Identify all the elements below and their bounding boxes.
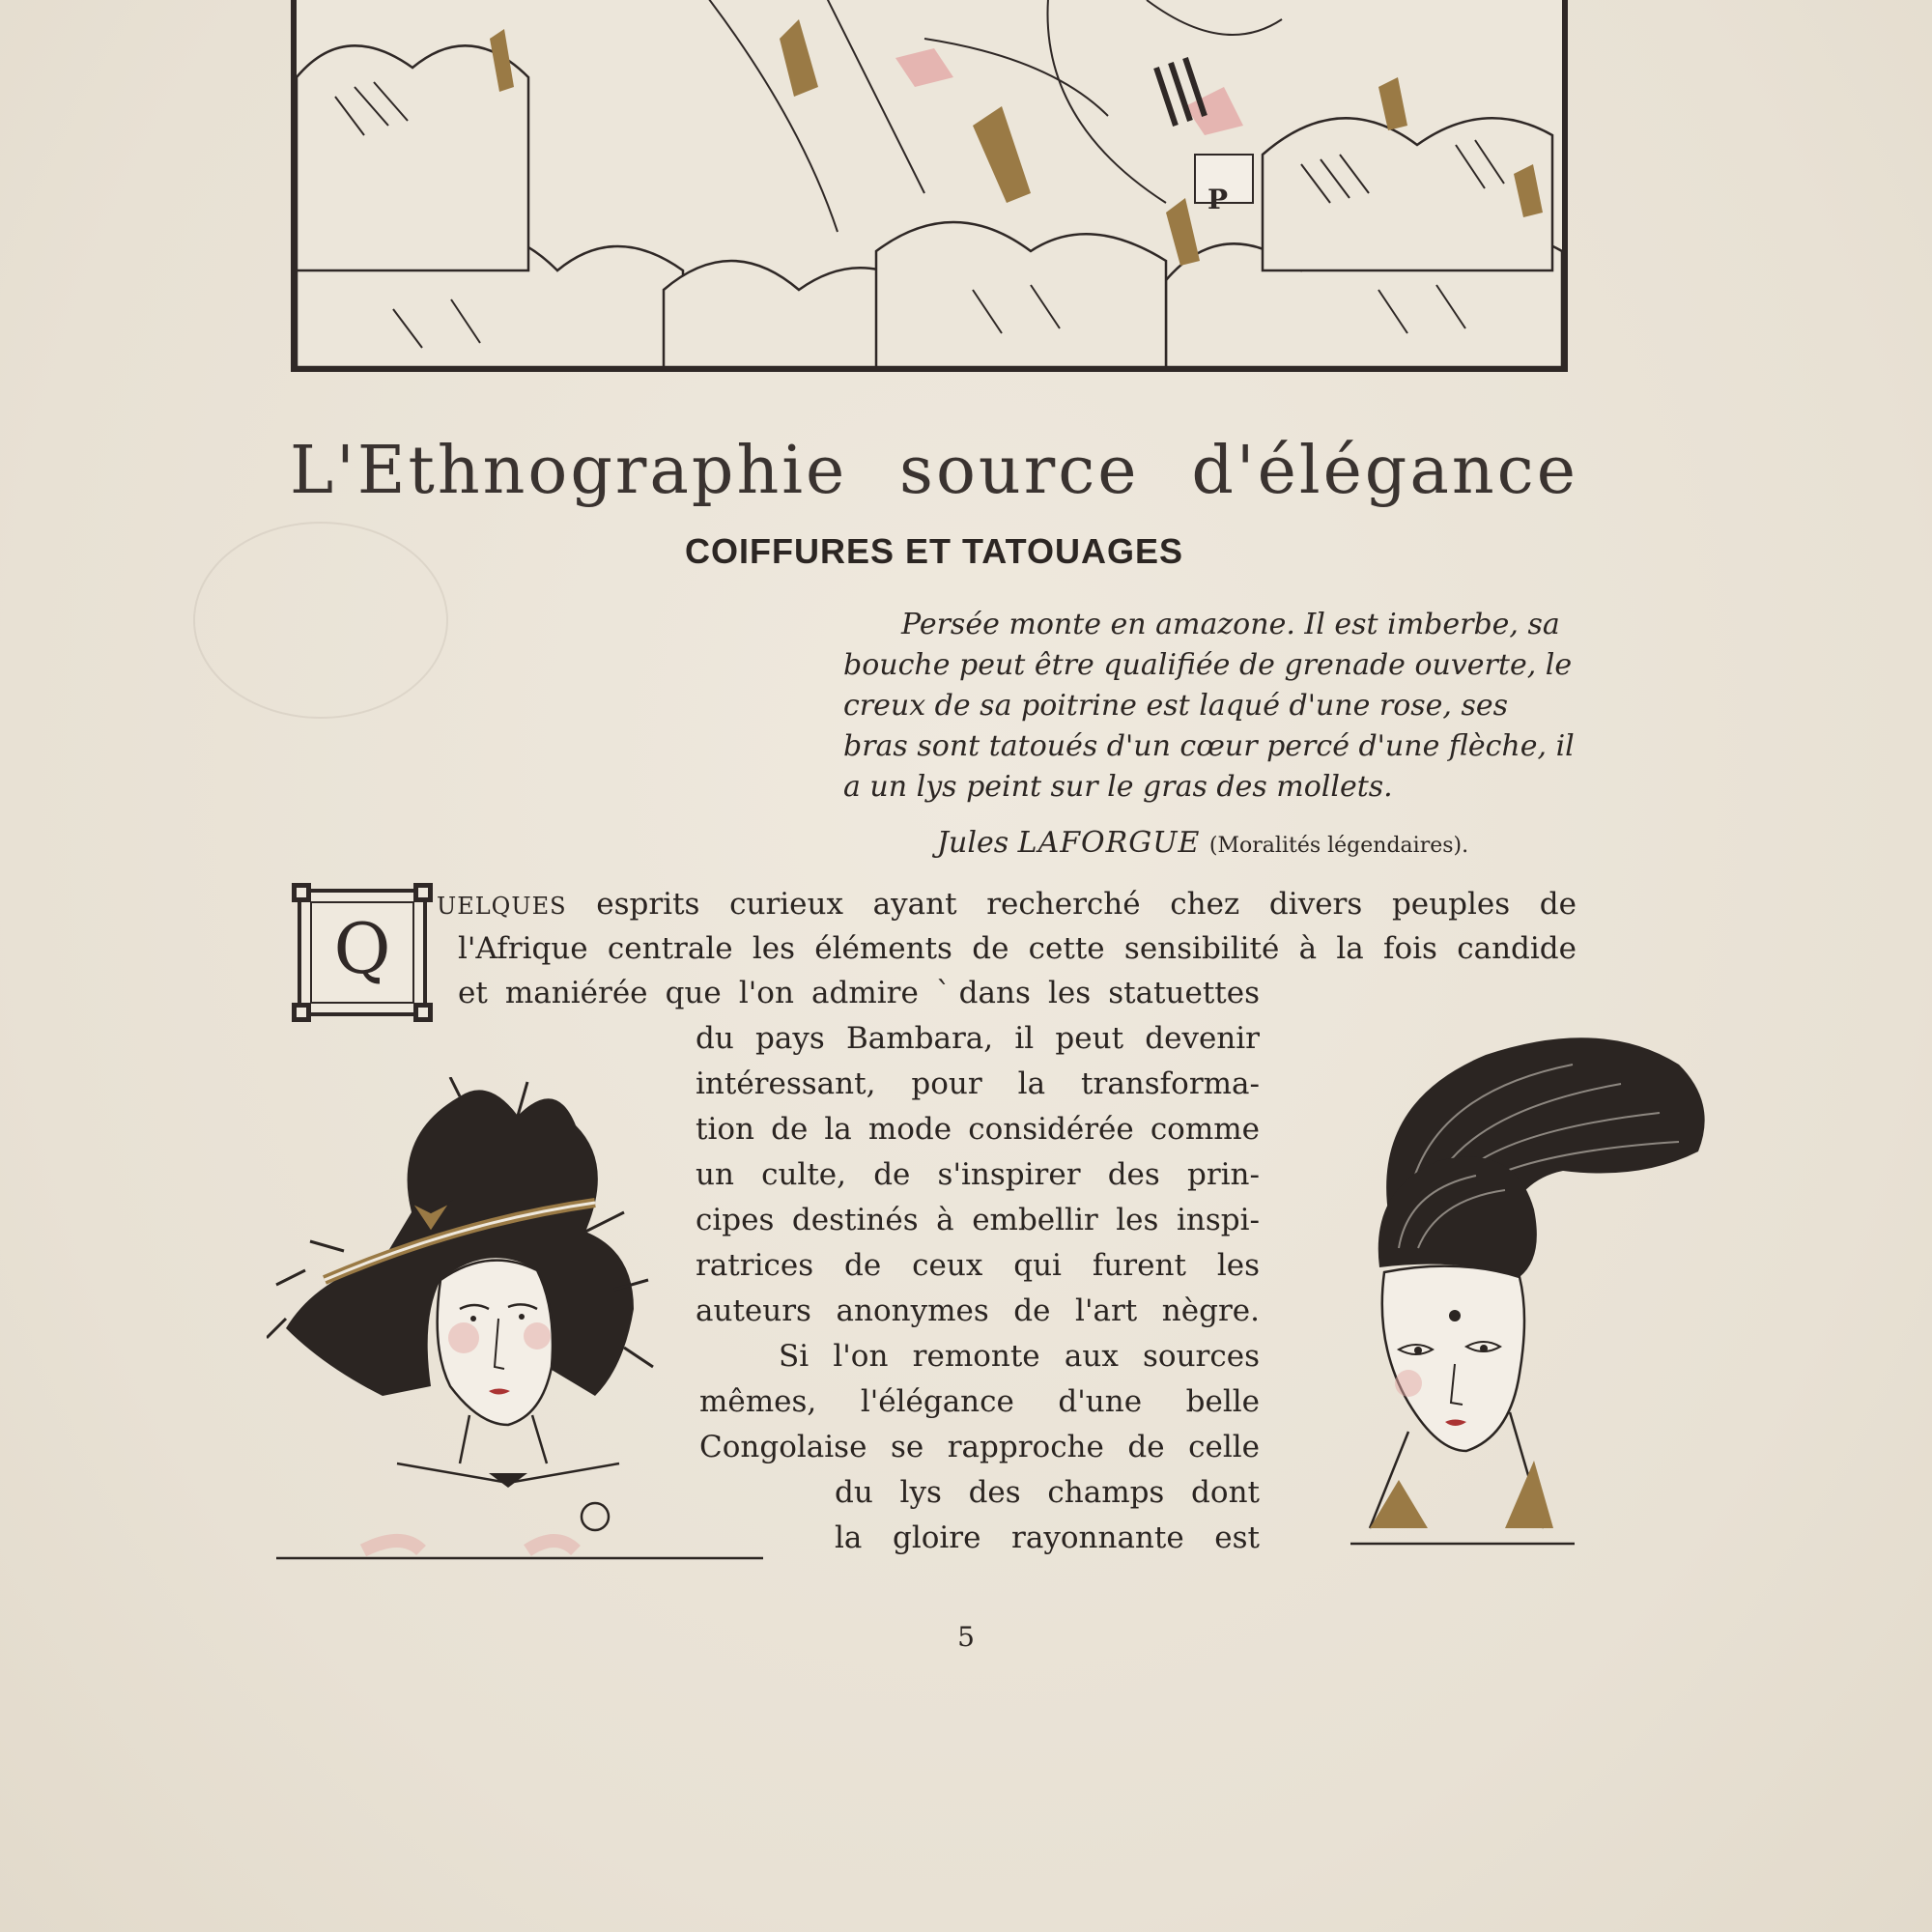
body-line-11: Si l'on remonte aux sources (779, 1339, 1260, 1374)
body-line-12: mêmes, l'élégance d'une belle (699, 1384, 1260, 1419)
drop-cap-letter: Q (333, 908, 391, 989)
body-line-14: du lys des champs dont (835, 1475, 1260, 1510)
author-first-name: Jules (937, 826, 1009, 860)
body-line-4: du pays Bambara, il peut devenir (696, 1021, 1260, 1056)
illustration-letter: P (1208, 184, 1229, 215)
epigraph-line: bouche peut être qualifiée de grenade ouverte, le (843, 648, 1573, 682)
header-illustration (291, 0, 1568, 372)
body-line-1 (437, 885, 1577, 923)
source-title: (Moralités légendaires). (1208, 834, 1469, 858)
page-subtitle: COIFFURES ET TATOUAGES (684, 531, 1183, 571)
drop-cap (292, 883, 433, 1022)
epigraph-line: Persée monte en amazone. Il est imberbe, sa (901, 608, 1560, 641)
body-line-10: auteurs anonymes de l'art nègre. (696, 1293, 1260, 1328)
epigraph-line: creux de sa poitrine est laqué d'une rose, ses (843, 689, 1509, 723)
body-line-3: et maniérée que l'on admire ˋdans les statuettes (458, 976, 1260, 1010)
body-line-9: ratrices de ceux qui furent les (696, 1248, 1260, 1283)
body-text: esprits curieux ayant recherché chez divers peuples de (596, 887, 1577, 922)
body-line-8: cipes destinés à embellir les inspi- (696, 1203, 1260, 1237)
body-line-13: Congolaise se rapproche de celle (699, 1430, 1260, 1464)
page-number: 5 (957, 1621, 975, 1653)
body-line-7: un culte, de s'inspirer des prin- (696, 1157, 1260, 1192)
body-line-6: tion de la mode considérée comme (696, 1112, 1260, 1147)
author-last-name: LAFORGUE (1017, 826, 1201, 860)
body-line-2: l'Afrique centrale les éléments de cette sensibilité à la fois candide (458, 931, 1577, 966)
body-line-15: la gloire rayonnante est (835, 1520, 1260, 1555)
first-word: UELQUES (437, 893, 567, 920)
right-head-illustration (1331, 1026, 1718, 1561)
epigraph-line: a un lys peint sur le gras des mollets. (843, 770, 1393, 804)
epigraph (843, 605, 1579, 808)
epigraph-attribution (937, 826, 1594, 860)
page-title: L'Ethnographie source d'élégance (290, 433, 1578, 509)
left-head-illustration (267, 1077, 779, 1564)
body-line-5: intéressant, pour la transforma- (696, 1066, 1260, 1101)
epigraph-line: bras sont tatoués d'un cœur percé d'une flèche, il (843, 729, 1575, 763)
